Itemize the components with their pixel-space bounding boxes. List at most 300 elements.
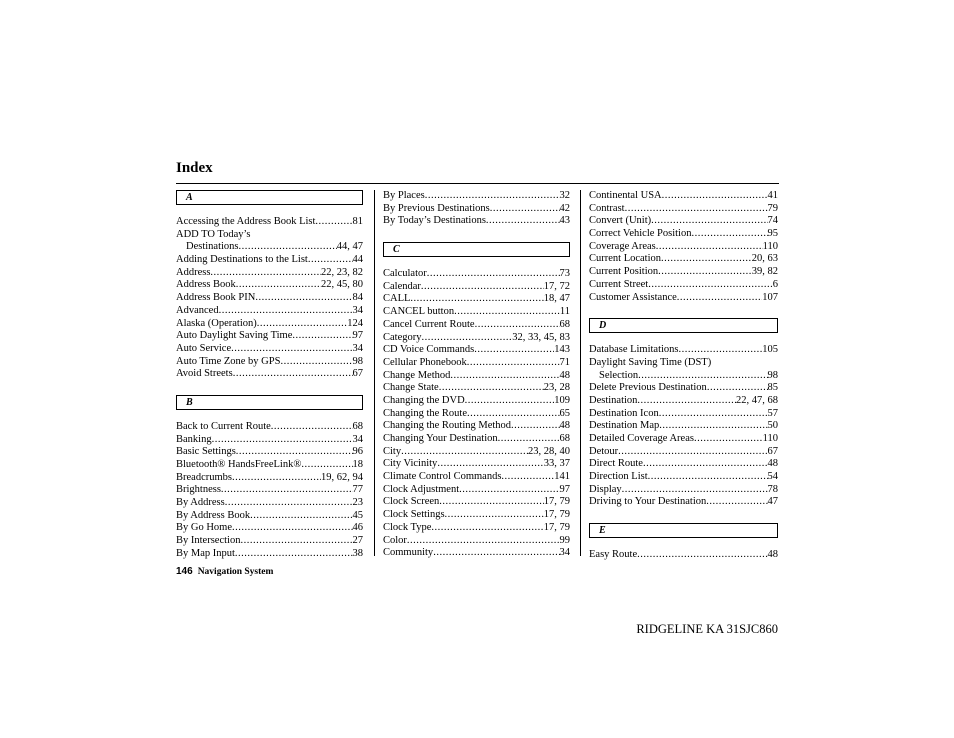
- entry-pages: 97: [352, 330, 363, 342]
- index-entry: [176, 434, 363, 447]
- entry-name: Current Location: [589, 253, 662, 265]
- dot-leader: [433, 547, 559, 560]
- entry-pages: 43: [559, 215, 570, 227]
- dot-leader: [421, 281, 544, 294]
- entry-name: Direction List: [589, 471, 648, 483]
- index-entry: [176, 216, 363, 229]
- dot-leader: [280, 356, 352, 369]
- entry-pages: 46: [352, 522, 363, 534]
- index-entry: [176, 229, 363, 242]
- entry-pages: 41: [767, 190, 778, 201]
- entry-name: Changing the Route: [383, 407, 467, 419]
- dot-leader: [445, 509, 544, 522]
- entry-pages: 22, 47, 68: [736, 394, 778, 406]
- index-entry: [176, 318, 363, 331]
- index-entry: [383, 547, 570, 560]
- index-entry: [589, 215, 778, 228]
- entry-name: Address Book PIN: [176, 292, 256, 304]
- entry-pages: 81: [352, 216, 363, 227]
- index-entry: [383, 382, 570, 395]
- entry-name: Category: [383, 331, 422, 343]
- dot-leader: [427, 268, 560, 281]
- index-section: [383, 242, 570, 560]
- dot-leader: [401, 446, 528, 459]
- page-title: Index: [176, 160, 213, 176]
- entry-name: Destinations: [186, 241, 239, 253]
- index-entry: [176, 356, 363, 369]
- index-entry: [176, 548, 363, 561]
- entry-pages: 105: [762, 344, 778, 356]
- entry-name: Changing Your Destination: [383, 433, 498, 444]
- dot-leader: [292, 330, 352, 343]
- column-divider: [374, 190, 375, 556]
- index-entry: [176, 305, 363, 318]
- dot-leader: [490, 203, 560, 216]
- dot-leader: [622, 484, 768, 497]
- dot-leader: [637, 395, 736, 408]
- entry-pages: 48: [559, 369, 570, 381]
- index-entry: [383, 306, 570, 319]
- entry-pages: 45: [352, 509, 363, 521]
- index-entry: [383, 215, 570, 228]
- entry-pages: 84: [352, 292, 363, 304]
- entry-pages: 47: [767, 496, 778, 508]
- entry-pages: 107: [762, 291, 778, 303]
- entry-name: Changing the Routing Method: [383, 420, 512, 432]
- entry-name: ADD TO Today’s: [176, 228, 251, 240]
- index-entry: [589, 446, 778, 459]
- entry-name: By Map Input: [176, 547, 235, 559]
- section-letter-header: E: [589, 523, 778, 538]
- entry-pages: 96: [352, 446, 363, 458]
- entry-pages: 17, 72: [543, 280, 570, 292]
- entry-pages: 124: [347, 317, 363, 329]
- index-entry: [383, 395, 570, 408]
- dot-leader: [465, 395, 555, 408]
- index-entry: [589, 433, 778, 446]
- entry-name: By Intersection: [176, 535, 241, 547]
- dot-leader: [437, 458, 543, 471]
- entry-pages: 6: [772, 278, 778, 290]
- entry-name: Alaska (Operation): [176, 317, 257, 329]
- index-section: [589, 318, 778, 509]
- dot-leader: [643, 458, 768, 471]
- index-entry: [383, 420, 570, 433]
- dot-leader: [651, 215, 767, 228]
- index-entry: [176, 484, 363, 497]
- entry-name: Clock Adjustment: [383, 483, 460, 495]
- dot-leader: [255, 292, 352, 305]
- entry-name: Destination Icon: [589, 407, 659, 419]
- entry-name: Cellular Phonebook: [383, 356, 467, 368]
- entry-pages: 34: [559, 547, 570, 559]
- index-column-2: [383, 190, 570, 574]
- dot-leader: [439, 382, 544, 395]
- entry-name: Continental USA: [589, 190, 662, 201]
- dot-leader: [407, 535, 560, 548]
- index-continuation: [589, 190, 778, 304]
- section-letter-header: B: [176, 395, 363, 410]
- section-letter-header: D: [589, 318, 778, 333]
- dot-leader: [301, 459, 352, 472]
- entry-pages: 65: [559, 407, 570, 419]
- entry-pages: 97: [559, 483, 570, 495]
- entry-name: Address: [176, 266, 211, 278]
- dot-leader: [486, 215, 560, 228]
- dot-leader: [618, 446, 767, 459]
- dot-leader: [648, 279, 773, 292]
- entry-pages: 38: [352, 547, 363, 559]
- entry-name: Convert (Unit): [589, 215, 652, 227]
- index-entry: [176, 510, 363, 523]
- dot-leader: [677, 292, 762, 305]
- entry-name: CANCEL button: [383, 306, 455, 318]
- entry-pages: 32: [559, 190, 570, 201]
- dot-leader: [422, 332, 513, 345]
- index-entry: [589, 370, 778, 383]
- index-entry: [589, 344, 778, 357]
- dot-leader: [240, 535, 352, 548]
- entry-name: By Places: [383, 190, 425, 201]
- entry-name: By Address Book: [176, 509, 251, 521]
- entry-name: Customer Assistance: [589, 291, 677, 303]
- index-entry: [176, 421, 363, 434]
- entry-pages: 34: [352, 342, 363, 354]
- entry-name: Delete Previous Destination: [589, 382, 707, 394]
- entry-pages: 54: [767, 471, 778, 483]
- index-entry: [176, 343, 363, 356]
- entry-pages: 17, 79: [543, 496, 570, 508]
- index-continuation: [383, 190, 570, 228]
- index-entry: [176, 497, 363, 510]
- entry-name: Calculator: [383, 268, 427, 280]
- dot-leader: [637, 549, 767, 562]
- index-entry: [383, 332, 570, 345]
- index-entry: [589, 420, 778, 433]
- entry-name: Correct Vehicle Position: [589, 228, 692, 240]
- entry-name: Direct Route: [589, 458, 643, 470]
- entry-pages: 19, 62, 94: [321, 471, 363, 483]
- entry-pages: 32, 33, 45, 83: [512, 331, 570, 343]
- dot-leader: [474, 344, 554, 357]
- index-entry: [589, 241, 778, 254]
- entry-pages: 95: [767, 228, 778, 240]
- entry-name: Address Book: [176, 279, 236, 291]
- index-entry: [383, 484, 570, 497]
- index-entry: [383, 190, 570, 203]
- index-entry: [589, 484, 778, 497]
- dot-leader: [225, 497, 353, 510]
- index-entry: [383, 496, 570, 509]
- index-entry: [383, 535, 570, 548]
- index-entry: [589, 395, 778, 408]
- entry-pages: 50: [767, 420, 778, 432]
- dot-leader: [638, 370, 767, 383]
- index-entry: [176, 241, 363, 254]
- entry-pages: 11: [559, 306, 570, 318]
- entry-name: Banking: [176, 433, 212, 445]
- index-entry: [383, 281, 570, 294]
- index-entry: [589, 549, 778, 562]
- index-entry: [589, 253, 778, 266]
- index-entry: [589, 471, 778, 484]
- entry-name: Clock Settings: [383, 509, 445, 521]
- entry-pages: 74: [767, 215, 778, 227]
- index-entry: [176, 522, 363, 535]
- entry-name: By Address: [176, 497, 225, 509]
- entry-pages: 42: [559, 202, 570, 214]
- index-entry: [589, 292, 778, 305]
- entry-name: Destination: [589, 394, 638, 406]
- index-entry: [176, 535, 363, 548]
- dot-leader: [232, 522, 353, 535]
- page-footer: [176, 566, 273, 577]
- entry-name: Cancel Current Route: [383, 318, 475, 330]
- entry-pages: 39, 82: [751, 266, 778, 278]
- entry-name: By Today’s Destinations: [383, 215, 486, 227]
- entry-name: Adding Destinations to the List: [176, 254, 308, 266]
- entry-pages: 33, 37: [543, 458, 570, 470]
- dot-leader: [315, 216, 352, 229]
- dot-leader: [236, 279, 321, 292]
- entry-name: Selection: [599, 369, 639, 381]
- dot-leader: [231, 343, 352, 356]
- dot-leader: [498, 433, 560, 446]
- dot-leader: [232, 472, 321, 485]
- index-entry: [176, 292, 363, 305]
- entry-pages: 18, 47: [543, 293, 570, 305]
- entry-name: Climate Control Commands: [383, 471, 502, 483]
- dot-leader: [511, 420, 559, 433]
- page-number: 146: [176, 566, 193, 577]
- index-entry: [383, 446, 570, 459]
- index-entry: [589, 458, 778, 471]
- index-entry: [589, 496, 778, 509]
- section-letter-header: A: [176, 190, 363, 205]
- dot-leader: [501, 471, 554, 484]
- index-entry: [383, 319, 570, 332]
- entry-name: Back to Current Route: [176, 420, 271, 432]
- index-entry: [589, 228, 778, 241]
- index-entry: [383, 357, 570, 370]
- entry-name: Destination Map: [589, 420, 660, 432]
- index-entry: [383, 203, 570, 216]
- entry-name: Breadcrumbs: [176, 471, 232, 483]
- entry-pages: 99: [559, 534, 570, 546]
- entry-name: Brightness: [176, 484, 221, 496]
- entry-name: Calendar: [383, 280, 421, 292]
- entry-name: Auto Service: [176, 342, 232, 354]
- dot-leader: [656, 241, 763, 254]
- entry-name: By Previous Destinations: [383, 202, 490, 214]
- entry-pages: 109: [554, 394, 570, 406]
- entry-pages: 48: [559, 420, 570, 432]
- dot-leader: [219, 305, 353, 318]
- entry-pages: 67: [767, 445, 778, 457]
- dot-leader: [431, 522, 543, 535]
- dot-leader: [467, 408, 560, 421]
- index-section: [176, 190, 363, 381]
- dot-leader: [450, 370, 559, 383]
- entry-name: Basic Settings: [176, 446, 236, 458]
- section-letter-header: C: [383, 242, 570, 257]
- dot-leader: [694, 433, 763, 446]
- entry-pages: 141: [554, 471, 570, 483]
- entry-name: Community: [383, 547, 434, 559]
- entry-pages: 44: [352, 254, 363, 266]
- entry-pages: 17, 79: [543, 509, 570, 521]
- entry-name: Driving to Your Destination: [589, 496, 707, 508]
- index-entry: [383, 370, 570, 383]
- dot-leader: [239, 241, 337, 254]
- index-entry: [176, 368, 363, 381]
- dot-leader: [235, 548, 353, 561]
- index-entry: [383, 509, 570, 522]
- entry-name: Current Position: [589, 266, 659, 278]
- footer-label: Navigation System: [197, 567, 274, 577]
- entry-pages: 34: [352, 433, 363, 445]
- entry-name: Clock Type: [383, 521, 432, 533]
- entry-name: Clock Screen: [383, 496, 440, 508]
- dot-leader: [410, 293, 543, 306]
- entry-name: Detour: [589, 445, 619, 457]
- index-entry: [383, 344, 570, 357]
- index-entry: [383, 522, 570, 535]
- entry-pages: 79: [767, 202, 778, 214]
- index-section: [589, 523, 778, 562]
- dot-leader: [454, 306, 560, 319]
- entry-pages: 68: [352, 420, 363, 432]
- dot-leader: [236, 446, 353, 459]
- dot-leader: [625, 203, 768, 216]
- dot-leader: [661, 253, 752, 266]
- entry-name: Accessing the Address Book List: [176, 216, 316, 227]
- entry-pages: 73: [559, 268, 570, 280]
- entry-pages: 71: [559, 356, 570, 368]
- entry-name: By Go Home: [176, 522, 232, 534]
- entry-pages: 23: [352, 497, 363, 509]
- entry-name: City Vicinity: [383, 458, 438, 470]
- index-entry: [176, 459, 363, 472]
- entry-name: Database Limitations: [589, 344, 679, 356]
- index-entry: [589, 279, 778, 292]
- index-entry: [589, 357, 778, 370]
- entry-pages: 68: [559, 433, 570, 444]
- index-entry: [589, 266, 778, 279]
- dot-leader: [257, 318, 347, 331]
- dot-leader: [659, 420, 767, 433]
- entry-pages: 22, 45, 80: [321, 279, 363, 291]
- entry-pages: 143: [554, 344, 570, 356]
- entry-pages: 68: [559, 318, 570, 330]
- entry-name: Advanced: [176, 304, 219, 316]
- index-column-1: [176, 190, 363, 575]
- dot-leader: [425, 190, 560, 203]
- dot-leader: [475, 319, 560, 332]
- entry-name: CALL: [383, 293, 411, 305]
- dot-leader: [212, 434, 353, 447]
- entry-pages: 98: [352, 355, 363, 367]
- index-entry: [383, 471, 570, 484]
- entry-name: Color: [383, 534, 407, 546]
- dot-leader: [308, 254, 353, 267]
- dot-leader: [662, 190, 768, 203]
- entry-name: Auto Daylight Saving Time: [176, 330, 293, 342]
- dot-leader: [210, 267, 321, 280]
- index-entry: [383, 268, 570, 281]
- entry-pages: 18: [352, 459, 363, 470]
- entry-pages: 78: [767, 483, 778, 495]
- dot-leader: [679, 344, 763, 357]
- entry-pages: 20, 63: [751, 253, 778, 265]
- dot-leader: [271, 421, 353, 434]
- dot-leader: [459, 484, 559, 497]
- dot-leader: [658, 266, 752, 279]
- index-entry: [589, 203, 778, 216]
- dot-leader: [706, 496, 767, 509]
- entry-name: Change Method: [383, 369, 451, 381]
- entry-name: Current Street: [589, 278, 649, 290]
- entry-pages: 98: [767, 369, 778, 381]
- index-entry: [383, 293, 570, 306]
- dot-leader: [439, 496, 543, 509]
- dot-leader: [221, 484, 353, 497]
- entry-name: Changing the DVD: [383, 394, 465, 406]
- entry-pages: 17, 79: [543, 521, 570, 533]
- dot-leader: [659, 408, 768, 421]
- index-entry: [176, 330, 363, 343]
- index-entry: [589, 382, 778, 395]
- entry-pages: 48: [767, 549, 778, 561]
- entry-pages: 23, 28, 40: [528, 445, 570, 457]
- dot-leader: [691, 228, 767, 241]
- entry-name: Coverage Areas: [589, 240, 656, 252]
- index-entry: [589, 408, 778, 421]
- entry-name: Detailed Coverage Areas: [589, 433, 694, 444]
- entry-name: Auto Time Zone by GPS: [176, 355, 281, 367]
- index-section: [176, 395, 363, 561]
- index-entry: [383, 458, 570, 471]
- entry-name: Display: [589, 483, 622, 495]
- index-entry: [176, 446, 363, 459]
- dot-leader: [250, 510, 352, 523]
- entry-pages: 110: [762, 240, 778, 252]
- entry-pages: 48: [767, 458, 778, 470]
- entry-pages: 22, 23, 82: [321, 266, 363, 278]
- index-entry: [176, 254, 363, 267]
- entry-pages: 27: [352, 535, 363, 547]
- model-code: RIDGELINE KA 31SJC860: [636, 622, 778, 636]
- dot-leader: [233, 368, 353, 381]
- entry-pages: 67: [352, 368, 363, 380]
- entry-name: Bluetooth® HandsFreeLink®: [176, 459, 302, 470]
- entry-name: Daylight Saving Time (DST): [589, 356, 712, 368]
- entry-pages: 57: [767, 407, 778, 419]
- entry-name: CD Voice Commands: [383, 344, 475, 356]
- entry-name: Avoid Streets: [176, 368, 233, 380]
- column-divider: [580, 190, 581, 556]
- index-column-3: [589, 190, 778, 576]
- entry-pages: 34: [352, 304, 363, 316]
- index-entry: [176, 267, 363, 280]
- index-entry: [383, 408, 570, 421]
- index-entry: [589, 190, 778, 203]
- entry-name: Contrast: [589, 202, 625, 214]
- entry-name: Change State: [383, 382, 439, 394]
- entry-pages: 85: [767, 382, 778, 394]
- dot-leader: [648, 471, 768, 484]
- dot-leader: [707, 382, 768, 395]
